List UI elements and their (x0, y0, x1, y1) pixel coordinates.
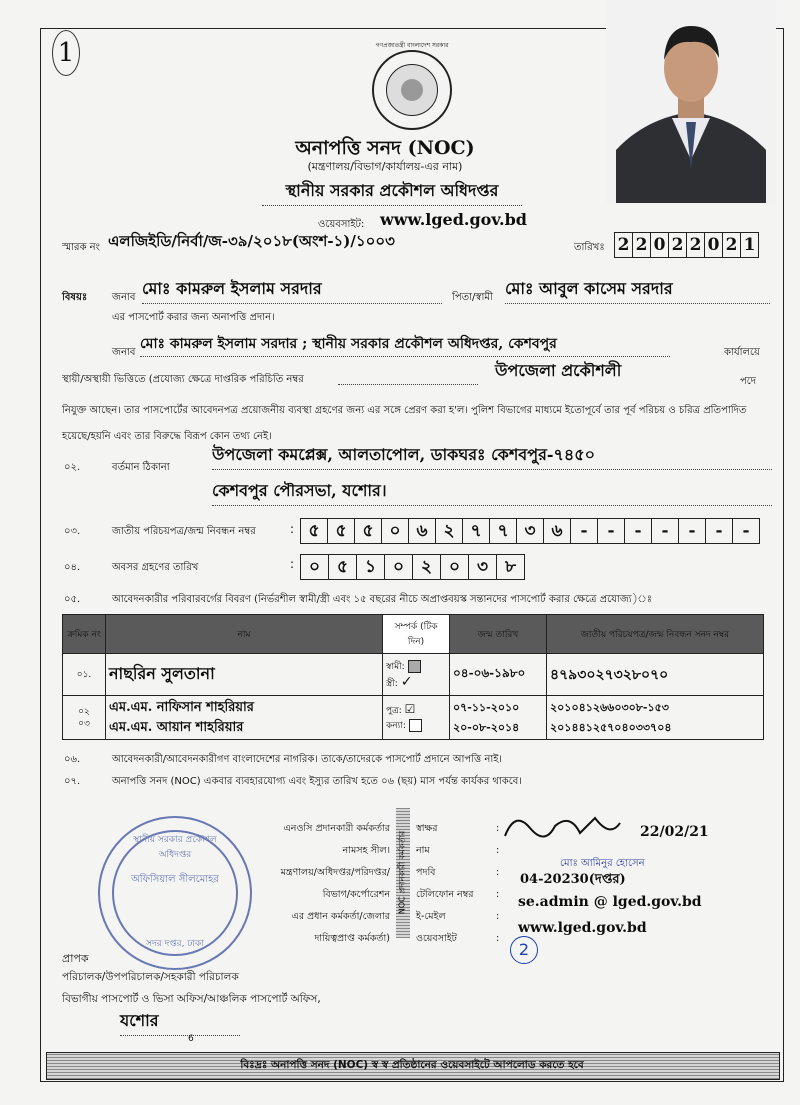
memo-label: স্মারক নং (62, 242, 100, 253)
retire-digit: ০ (385, 555, 413, 579)
date-boxes (614, 232, 759, 258)
item4-colon: : (290, 557, 295, 571)
col-relation: সম্পর্ক (টিক দিন) (383, 615, 450, 654)
address-line2: কেশবপুর পৌরসভা, যশোর। (212, 478, 772, 506)
body-janab: জনাব (112, 347, 136, 358)
item3-num: ০৩. (64, 526, 81, 537)
date-digit: 2 (633, 233, 651, 257)
nid-digit: ৬ (409, 519, 436, 543)
table-row (63, 654, 764, 696)
date-digit: 2 (615, 233, 633, 257)
field-label: ই-মেইল (416, 911, 446, 922)
item4-label: অবসর গ্রহণের তারিখ (112, 562, 199, 573)
row-serial: ০২ ০৩ (63, 696, 106, 740)
retire-digit: ৮ (504, 557, 517, 577)
retire-digit: ০ (441, 555, 469, 579)
row-serial: ০১. (63, 654, 106, 696)
table-row (63, 696, 764, 740)
page-title: অনাপত্তি সনদ (NOC) (295, 137, 475, 159)
official-stamp (98, 816, 252, 970)
relation-label: স্বামী: (386, 661, 405, 672)
vertical-label-bar (396, 808, 410, 938)
field-label: স্বাক্ষর (416, 823, 438, 834)
memo-value: এলজিইডি/নির্বা/জ-৩৯/২০১৮(অংশ-১)/১০০৩ (108, 232, 395, 250)
stamp-text: স্থানীয় সরকার প্রকৌশল অধিদপ্তর (133, 835, 217, 860)
nid-digit: ৫ (301, 519, 328, 543)
recipient-line2: বিভাগীয় পাসপোর্ট ও ভিসা অফিস/আঞ্চলিক পাসপোর্ট অফিস, (62, 993, 321, 1005)
item2-label: বর্তমান ঠিকানা (112, 462, 170, 473)
item5-num: ০৫. (64, 594, 81, 605)
recipient-city: যশোর (120, 1008, 240, 1036)
nid-digit: - (679, 519, 706, 543)
retire-digit: ২ (413, 555, 441, 579)
checkbox (409, 719, 422, 732)
row-dob (450, 696, 547, 740)
row-relation (383, 654, 450, 696)
date-digit: 1 (743, 235, 756, 255)
retire-digit: ১ (357, 555, 385, 579)
item6-text: আবেদনকারী/আবেদনকারীগণ বাংলাদেশের নাগরিক। তাকে/তাদেরকে পাসপোর্ট প্রদানে আপত্তি নাই। (112, 754, 503, 765)
nid-digit: ০ (382, 519, 409, 543)
item7-text: অনাপত্তি সনদ (NOC) একবার ব্যবহারযোগ্য এবং ইস্যুর তারিখ হতে ০৬ (ছয়) মাস পর্যন্ত কার্যকর থাকবে। (112, 776, 522, 787)
col-serial: ক্রমিক নং (63, 615, 106, 654)
field-label: ওয়েবসাইট (416, 933, 457, 944)
photo-portrait (606, 0, 776, 203)
child-dob: ২০-০৮-২০১৪ (453, 720, 520, 734)
signature-colons: : : : : : : (496, 823, 500, 944)
check-mark-icon: ✓ (400, 673, 413, 690)
nid-digit: - (625, 519, 652, 543)
signature-date: 22/02/21 (640, 824, 709, 840)
item3-label: জাতীয় পরিচয়পত্র/জন্ম নিবন্ধন নম্বর (112, 526, 256, 537)
row-relation (383, 696, 450, 740)
child-name: এম.এম. নাফিসান শাহরিয়ার (109, 699, 254, 715)
child-nid: ২০১০৪১২৬৬০৩০৮-১৫৩ (550, 700, 669, 714)
family-table (62, 614, 764, 740)
sig-left-line: বিভাগ/কর্পোরেশন (322, 889, 390, 900)
field-label: পদবি (416, 867, 436, 878)
item2-num: ০২. (64, 462, 81, 473)
row-nid: ৪৭৯৩০২৭৩২৮০৭০ (547, 654, 764, 696)
child-name: এম.এম. আয়ান শাহরিয়ার (109, 719, 244, 735)
nid-digit: ৭ (490, 519, 517, 543)
subject-janab: জনাব (112, 292, 136, 303)
retire-digit: ০ (301, 555, 329, 579)
body-paragraph: নিযুক্ত আছেন। তার পাসপোর্টের আবেদনপত্র প্রয়োজনীয় ব্যবস্থা গ্রহণের জন্য এর সঙ্গে প্রেরণ করা হ'ল। পুলিশ বিভাগের মাধ্যমে ইতোপূর্বে তার পূর্ব পরিচয় ও চরিত্র প্রতিপাদিত হয়েছে/হয়নি এবং তার বিরুদ্ধে বিরূপ কোন তথ্য নেই। (62, 405, 747, 442)
child-dob: ০৭-১১-২০১০ (453, 700, 520, 714)
stamp-inner: অফিসিয়াল সীলমোহর (131, 874, 219, 885)
office-suffix: কার্যালয়ে (724, 347, 760, 358)
date-digit: 2 (687, 233, 705, 257)
nid-digit: ৬ (544, 519, 571, 543)
address-line1: উপজেলা কমপ্লেক্স, আলতাপোল, ডাকঘরঃ কেশবপুর-৭৪৫০ (212, 442, 772, 470)
item4-num: ০৪. (64, 562, 81, 573)
email-value: se.admin @ lged.gov.bd (518, 894, 702, 910)
date-digit: 0 (705, 233, 723, 257)
circle-2 (510, 936, 538, 964)
nid-digit: ৩ (517, 519, 544, 543)
check-mark-icon: ☑ (404, 702, 416, 716)
sig-left-line: এনওসি প্রদানকারী কর্মকর্তার (283, 823, 390, 834)
subject-label: বিষয়ঃ (62, 292, 88, 303)
recipient-label: প্রাপক (62, 952, 89, 965)
footer-note: বিঃদ্রঃ অনাপত্তি সনদ (NOC) স্ব স্ব প্রতিষ্ঠানের ওয়েবসাইটে আপলোড করতে হবে (240, 1059, 584, 1071)
sig-left-line: এর প্রধান কর্মকর্তা/জেলার (291, 911, 390, 922)
id-dotline (338, 384, 478, 385)
col-nid: জাতীয় পরিচয়পত্র/জন্ম নিবন্ধন সনদ নম্বর (547, 615, 764, 654)
subject-line2: এর পাসপোর্ট করার জন্য অনাপত্তি প্রদান। (112, 312, 275, 323)
retire-digit: ৫ (329, 555, 357, 579)
item5-label: আবেদনকারীর পরিবারবর্গের বিবরণ (নির্ভরশীল স্বামী/স্ত্রী এবং ১৫ বছরের নীচে অপ্রাপ্তবয়স্ক সন্তানদের পাসপোর্ট করার ক্ষেত্রে প্রযোজ্য)ঃ (112, 594, 653, 605)
family-header-row (63, 615, 764, 654)
officer-name: মোঃ আমিনুর হোসেন (560, 858, 645, 869)
government-seal (372, 42, 452, 130)
nid-digit: - (652, 519, 679, 543)
row-dob: ০৪-০৬-১৯৮০ (450, 654, 547, 696)
page-subtitle: (মন্ত্রণালয়/বিভাগ/কার্যালয়-এর নাম) (307, 160, 463, 173)
seal-text: গণপ্রজাতন্ত্রী বাংলাদেশ সরকার (375, 42, 449, 49)
website-value: www.lged.gov.bd (380, 210, 527, 229)
sig-left-line: নামসহ সীল। (342, 845, 390, 856)
nid-digit: - (706, 519, 733, 543)
post-label: পদে (740, 376, 757, 387)
date-label: তারিখঃ (574, 242, 605, 253)
item7-num: ০৭. (64, 776, 81, 787)
signature-fields (416, 818, 496, 950)
father-label: পিতা/স্বামী (452, 292, 493, 303)
relation-label: পুত্র: (386, 706, 402, 716)
retire-digit: ৩ (469, 555, 497, 579)
recipient-line1: পরিচালক/উপপরিচালক/সহকারী পরিচালক (62, 971, 239, 983)
page-number: 6 (188, 1034, 194, 1044)
stamp-bottom: সদর দপ্তর, ঢাকা (146, 939, 204, 949)
date-digit: 0 (651, 233, 669, 257)
body-name-office: মোঃ কামরুল ইসলাম সরদার ; স্থানীয় সরকার প্রকৌশল অধিদপ্তর, কেশবপুর (140, 332, 670, 357)
subject-name: মোঃ কামরুল ইসলাম সরদার (142, 276, 442, 304)
row-name (106, 696, 383, 740)
checkbox (408, 660, 421, 673)
field-label: টেলিফোন নম্বর (416, 889, 474, 900)
item6-num: ০৬. (64, 754, 81, 765)
date-digit: 2 (669, 233, 687, 257)
nid-digit: ৫ (355, 519, 382, 543)
relation-label: কন্যা: (386, 721, 406, 731)
circle-number-text: 1 (57, 38, 75, 68)
nid-digit: ৫ (328, 519, 355, 543)
sig-left-line: দায়িত্বপ্রাপ্ত কর্মকর্তা) (314, 933, 390, 944)
website-label: ওয়েবসাইট: (318, 219, 365, 230)
sig-left-line: মন্ত্রণালয়/অধিদপ্তর/পরিদপ্তর/ (280, 867, 390, 878)
row-name: নাছরিন সুলতানা (106, 654, 383, 696)
nid-digit: ৭ (463, 519, 490, 543)
office-name: স্থানীয় সরকার প্রকৌশল অধিদপ্তর (262, 178, 522, 206)
col-name: নাম (106, 615, 383, 654)
row-nid (547, 696, 764, 740)
nid-digit: - (598, 519, 625, 543)
circle-2-text: 2 (518, 940, 530, 959)
phone-value: 04-20230(দপ্তর) (520, 872, 626, 887)
col-dob: জন্ম তারিখ (450, 615, 547, 654)
applicant-photo (606, 0, 776, 203)
permanent-text: স্থায়ী/অস্থায়ী ভিত্তিতে (প্রযোজ্য ক্ষেত্রে দাপ্তরিক পরিচিতি নম্বর (62, 374, 304, 385)
retire-boxes (300, 554, 525, 580)
website-value-sig: www.lged.gov.bd (518, 920, 647, 936)
designation: উপজেলা প্রকৌশলী (495, 361, 622, 380)
nid-digit: - (742, 521, 750, 541)
father-name: মোঃ আবুল কাসেম সরদার (505, 276, 770, 304)
nid-digit: ২ (436, 519, 463, 543)
field-label: নাম (416, 845, 430, 856)
relation-label: স্ত্রী: (386, 678, 398, 689)
date-digit: 2 (723, 233, 741, 257)
nid-boxes (300, 518, 760, 544)
child-nid: ২০১৪৪১২৫৭০৪০৩৩৭০৪ (550, 720, 672, 734)
item3-colon: : (290, 522, 295, 536)
nid-digit: - (571, 519, 598, 543)
circle-number (52, 30, 80, 76)
vertical-label: NOC প্রদানকারী কর্মকর্তার (397, 830, 407, 915)
